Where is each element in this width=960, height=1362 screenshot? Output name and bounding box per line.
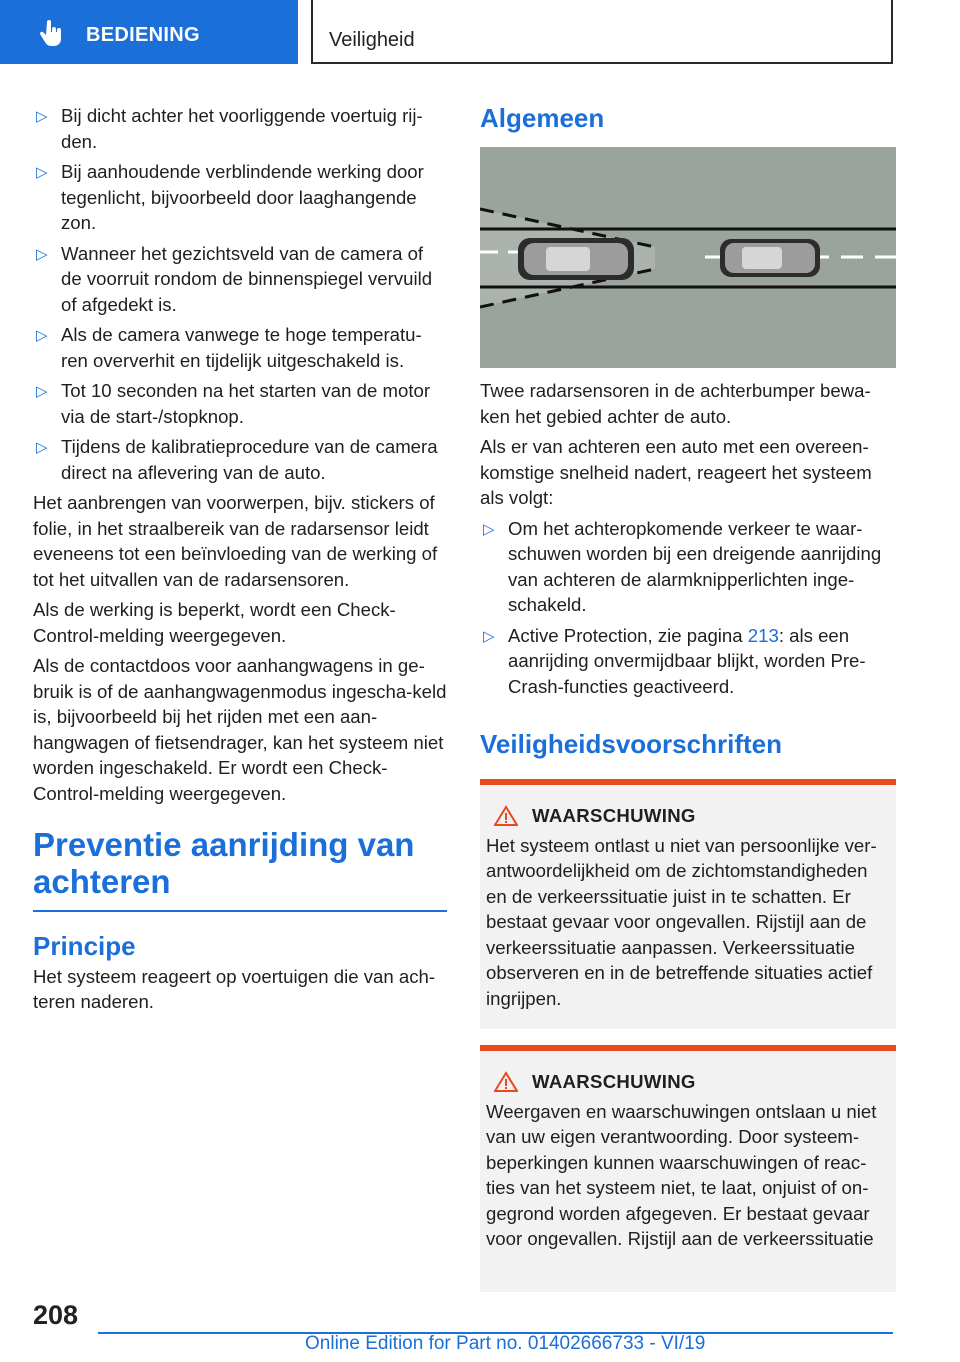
list-item: ▷ Wanneer het gezichtsveld van de camera of de voorruit rondom de binnenspiegel vervuild of afgedekt is. [36,242,433,315]
section-tab [0,0,298,64]
rear-radar-cars-illustration [480,147,896,368]
body-paragraph: Als de werking is beperkt, wordt een Check-Control-melding weergegeven. [33,599,396,646]
triangle-bullet-icon: ▷ [36,108,48,125]
hand-pointer-icon [38,20,64,48]
warning-triangle-icon [494,805,518,827]
list-item: ▷ Als de camera vanwege te hoge temperatu-ren oververhit en tijdelijk uitgeschakeld is. [36,324,422,371]
body-paragraph: Het aanbrengen van voorwerpen, bijv. stickers of folie, in het straalbereik van de radarsensor leidt eveneens tot een beïnvloeding van de werking of tot het uitvallen van de radarsensoren. [33,492,438,590]
page-link[interactable]: 213 [747,624,779,646]
triangle-bullet-icon: ▷ [36,245,48,263]
list-item: ▷ Tijdens de kalibratieprocedure van de camera direct na aflevering van de auto. [36,436,438,483]
list-item: ▷ Om het achteropkomende verkeer te waar-schuwen worden bij een dreigende aanrijding van achteren de alarmknipperlichten inge-schakeld. [483,517,882,615]
topic-label: Veiligheid [329,29,415,51]
section-label: BEDIENING [86,24,200,46]
warning-title: WAARSCHUWING [532,805,696,826]
topic-box [311,0,893,64]
edition-text: Online Edition for Part no. 01402666733 - VI/19 [305,1333,706,1354]
triangle-bullet-icon: ▷ [483,520,495,538]
safety-heading: Veiligheidsvoorschriften [480,729,782,759]
warning-triangle-icon [494,1071,518,1093]
warning-box [480,1045,896,1292]
principe-text: Het systeem reageert op voertuigen die van ach-teren naderen. [33,965,436,1012]
list-item: ▷ Bij dicht achter het voorliggende voertuig rij-den. [36,105,423,152]
front-car-icon [720,239,820,277]
list-item: ▷ Bij aanhoudende verblindende werking door tegenlicht, bijvoorbeeld door laaghangende zon. [36,161,424,233]
rear-car-icon [518,238,634,280]
warning-text: Het systeem ontlast u niet van persoonlijke ver-antwoordelijkheid om de zichtomstandigheden en de verkeerssituatie juist in te schatten. Er bestaat gevaar voor ongevallen. Rijstijl aan de verkeerssituatie aanpassen. Verkeerssituatie observeren en in de betreffende situaties actief ingrijpen. [486,834,877,1009]
chapter-heading: Preventie aanrijding van achteren [33,826,447,912]
right-column [480,103,896,1308]
reaction-list [480,516,896,700]
list-item: ▷ Active Protection, zie pagina 213: als een aanrijding onvermijdbaar blijkt, worden Pre-Crash-functies geactiveerd. [483,624,866,697]
limitations-list [33,103,447,485]
triangle-bullet-icon: ▷ [36,439,48,456]
algemeen-heading: Algemeen [480,103,605,133]
body-paragraph: Als de contactdoos voor aanhangwagens in ge-bruik is of de aanhangwagenmodus ingescha-keld is, bijvoorbeeld bij het rijden met een aan-hangwagen of fietsendrager, kan het systeem niet worden ingeschakeld. Er wordt een Check-Control-melding weergegeven. [33,655,447,804]
triangle-bullet-icon: ▷ [483,627,495,645]
warning-box [480,779,896,1029]
left-column [33,103,447,1015]
principe-heading: Principe [33,931,136,961]
body-paragraph: Twee radarsensoren in de achterbumper bewa-ken het gebied achter de auto. [480,380,871,427]
body-paragraph: Als er van achteren een auto met een overeen-komstige snelheid nadert, reageert het systeem als volgt: [480,436,872,508]
warning-title: WAARSCHUWING [532,1071,696,1092]
triangle-bullet-icon: ▷ [36,164,48,181]
list-item: ▷ Tot 10 seconden na het starten van de motor via de start-/stopknop. [36,380,431,427]
triangle-bullet-icon: ▷ [36,383,48,400]
triangle-bullet-icon: ▷ [36,327,48,344]
warning-text: Weergaven en waarschuwingen ontslaan u niet van uw eigen verantwoording. Door systeem-beperkingen kunnen waarschuwingen of reac-ties van het systeem niet, te laat, onjuist of on-gegrond worden afgegeven. Er bestaat gevaar voor ongevallen. Rijstijl aan de verkeerssituatie [486,1100,877,1249]
page-number: 208 [33,1300,79,1330]
